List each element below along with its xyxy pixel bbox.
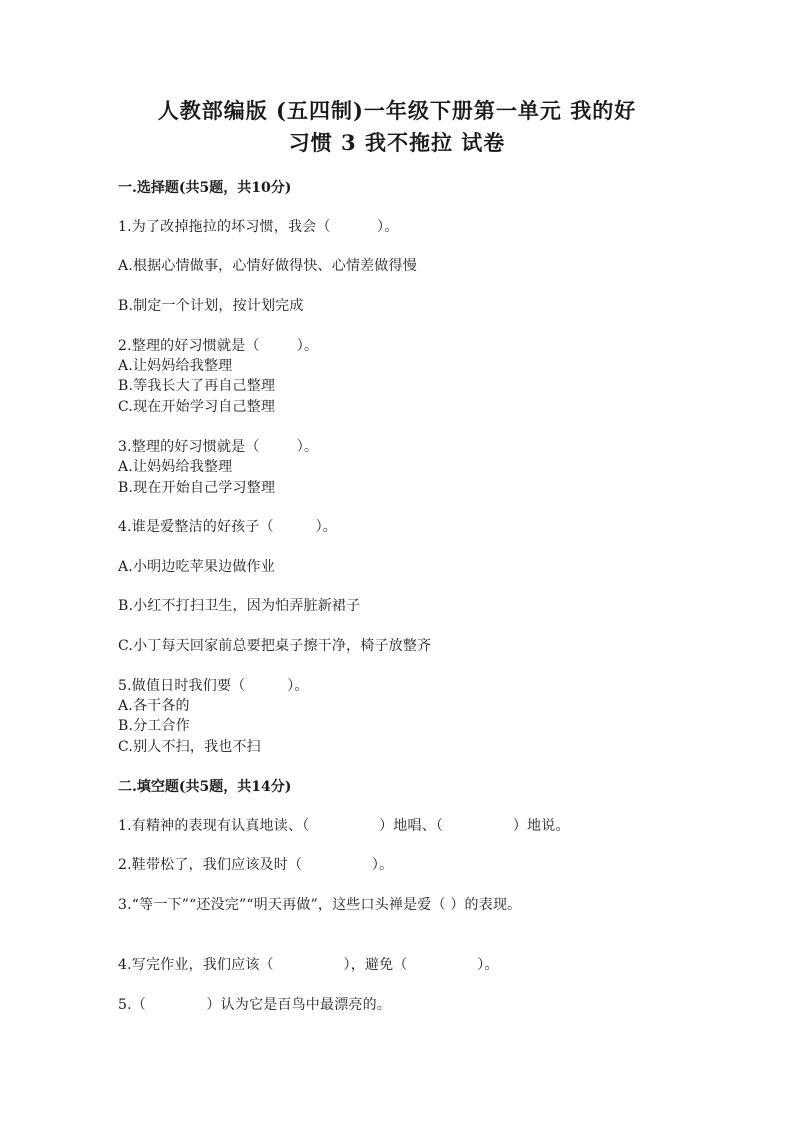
fill-question: 1.有精神的表现有认真地读、（ ）地唱、（ ）地说。: [118, 818, 570, 834]
fill-question: 4.写完作业，我们应该（ ），避免（ ）。: [118, 957, 499, 973]
section-heading-choice: 一.选择题(共5题，共10分): [118, 180, 292, 196]
answer-option: A.小明边吃苹果边做作业: [118, 559, 275, 575]
answer-option: B.现在开始自己学习整理: [118, 480, 276, 496]
fill-question: 5.（ ）认为它是百鸟中最漂亮的。: [118, 997, 392, 1013]
section-heading-fill: 二.填空题(共5题，共14分): [118, 779, 292, 795]
answer-option: B.制定一个计划，按计划完成: [118, 298, 304, 314]
question-stem: 5.做值日时我们要（ ）。: [118, 678, 309, 694]
exam-title-line1: 人教部编版 (五四制)一年级下册第一单元 我的好: [157, 98, 637, 123]
answer-option: C.现在开始学习自己整理: [118, 399, 276, 415]
answer-option: B.等我长大了再自己整理: [118, 378, 276, 394]
question-stem: 1.为了改掉拖拉的坏习惯，我会（ ）。: [118, 219, 399, 235]
exam-title: [90, 95, 704, 159]
answer-option: A.让妈妈给我整理: [118, 459, 233, 475]
fill-question: 3.“等一下”“还没完”“明天再做”，这些口头禅是爱（ ）的表现。: [118, 897, 522, 913]
answer-option: C.别人不扫，我也不扫: [118, 739, 261, 755]
answer-option: C.小丁每天回家前总要把桌子擦干净，椅子放整齐: [118, 638, 432, 654]
answer-option: A.各干各的: [118, 698, 190, 714]
answer-option: B.分工合作: [118, 718, 190, 734]
question-stem: 4.谁是爱整洁的好孩子（ ）。: [118, 519, 338, 535]
question-stem: 3.整理的好习惯就是（ ）。: [118, 439, 319, 455]
answer-option: B.小红不打扫卫生，因为怕弄脏新裙子: [118, 598, 361, 614]
question-stem: 2.整理的好习惯就是（ ）。: [118, 338, 319, 354]
answer-option: A.根据心情做事，心情好做得快、心情差做得慢: [118, 258, 417, 274]
exam-title-line2: 习惯 3 我不拖拉 试卷: [288, 130, 506, 155]
fill-question: 2.鞋带松了，我们应该及时（ ）。: [118, 857, 394, 873]
answer-option: A.让妈妈给我整理: [118, 358, 233, 374]
